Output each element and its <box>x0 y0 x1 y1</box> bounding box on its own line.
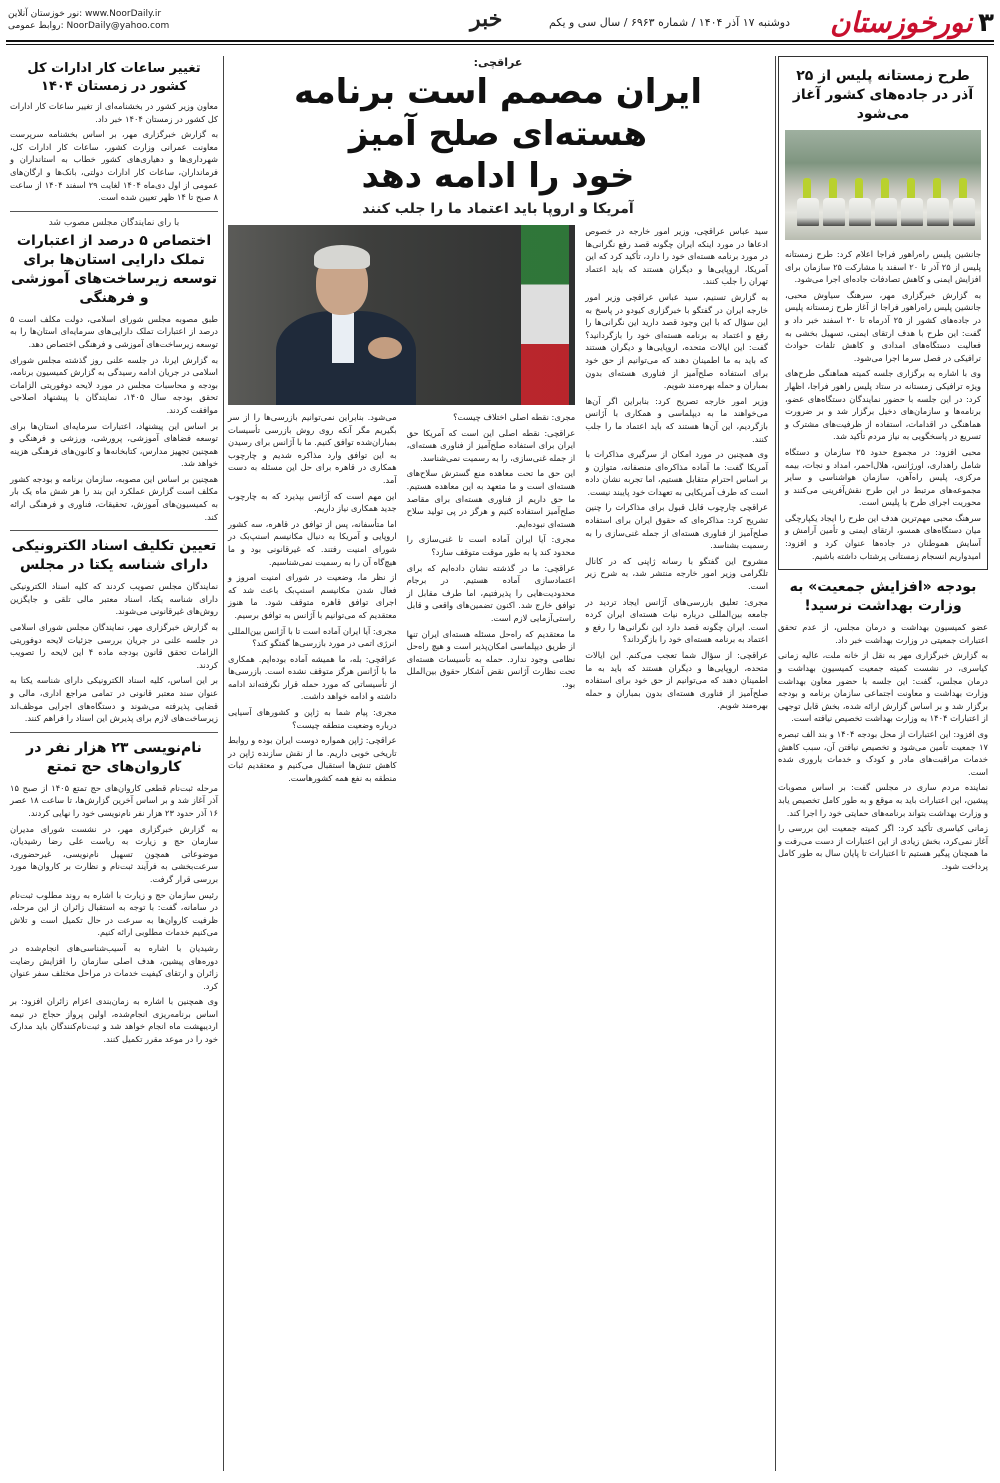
section-title: خبر <box>470 6 503 32</box>
newspaper-logo[interactable]: نورخوزستان <box>830 6 973 39</box>
paragraph: جانشین پلیس راه‌راهور فراجا اعلام کرد: طرح زمستانه پلیس از ۲۵ آذر تا ۲۰ اسفند با مشارکت ۲۵ سازمان برای افزایش ایمنی و کاهش تصادفات جاده‌ای اجرا می‌شود. <box>785 249 981 285</box>
lead-columns <box>228 225 768 788</box>
paragraph: مشروح این گفتگو با رسانه ژاپنی که در کانال تلگرامی وزیر امور خارجه منتشر شد، به شرح زیر است. <box>585 555 768 592</box>
left-column <box>10 56 218 1473</box>
paragraph: سرهنگ محبی مهم‌ترین هدف این طرح را ایجاد یکپارچگی میان دستگاه‌های همسو، ارتقای ایمنی و تأمین آرامش و آسایش هموطنان در جاده‌ها عنوان کرد و افزود: امیدواریم انسجام زمستانی پرشتاب داشته باشیم. <box>785 512 981 561</box>
paragraph: مجری: نقطه اصلی اختلاف چیست؟ <box>453 412 576 422</box>
paragraph: به گزارش خبرگزاری مهر به نقل از خانه ملت، عالیه زمانی کیاسری، در نشست کمیته جمعیت کمیسیون بهداشت و درمان مجلس، گفت: این جلسه با حضور معاون بهداشت وزارت بهداشت و معاونت اجتماعی سازمان برنامه و بودجه برگزار شد و بر اساس گزارش ارائه شده، بخش قابل توجهی از اعتبارات ۱۴۰۴ به وزارت بهداشت تخصیص نیافته است. <box>778 650 988 724</box>
paragraph: سید عباس عراقچی، وزیر امور خارجه در خصوص ادعاها در مورد اینکه ایران چگونه قصد رفع نگرانی‌ها در مورد برنامه هسته‌ای خود را دارد، تأکید کرد که این آمریکا، اروپایی‌ها و دیگران هستند که باید اعتماد تهران را جلب کنند. <box>585 226 768 287</box>
paragraph: عراقچی: ما در گذشته نشان داده‌ایم که برای اعتمادسازی آماده هستیم. در برجام محدودیت‌هایی را پذیرفتیم، اما طرف مقابل از توافق خارج شد. اکنون تضمین‌های واقعی و قابل راستی‌آزمایی لازم است. <box>406 562 576 623</box>
story-title[interactable]: بودجه «افزایش جمعیت» به وزارت بهداشت نرسید! <box>789 579 977 615</box>
paragraph: مجری: پیام شما به ژاپن و کشورهای آسیایی درباره وضعیت منطقه چیست؟ <box>227 707 397 730</box>
paragraph: به گزارش تسنیم، سید عباس عراقچی وزیر امور خارجه ایران در گفتگو با خبرگزاری کیودو در پاسخ به این سؤال که با این وجود قصد دارید این نگرانی‌ها را رفع و اعتماد به برنامه هسته‌ای خود را بازگردانید؟ گفت: این ایالات متحده، اروپایی‌ها و دیگران هستند که باید به ما اطمینان دهند که می‌توانیم از حق خود برای استفاده صلح‌آمیز از فناوری هسته‌ای بدون بمباران و حمله بهره‌مند شویم. <box>585 291 768 391</box>
lead-column-3 <box>228 411 397 788</box>
story-separator <box>10 211 218 212</box>
masthead-rule-thin <box>6 44 994 45</box>
right-column <box>778 56 988 1473</box>
lead-headline-line1[interactable]: ایران مصمم است برنامه هسته‌ای صلح آمیز <box>294 72 702 154</box>
paragraph: از نظر ما، وضعیت در شورای امنیت امروز و فعال شدن مکانیسم اسنپ‌بک باعث شد که اجرای توافق قاهره متوقف شود. ما هنوز معتقدیم که می‌توانیم با آژانس به توافق برسیم. <box>227 572 397 620</box>
paragraph: می‌شود. بنابراین نمی‌توانیم بازرسی‌ها را از سر بگیریم مگر آنکه روی روش بازرسی تأسیسات بمباران‌شده توافق کنیم. ما با آژانس برای رسیدن به این توافق وارد مذاکره شدیم و چارچوب همکاری در قاهره برای حل این مسئله به دست آمد. <box>227 412 397 485</box>
masthead <box>0 0 1000 46</box>
paragraph: رئیس سازمان حج و زیارت با اشاره به روند مطلوب ثبت‌نام در سامانه، گفت: با توجه به استقبال زائران از این مرحله، ظرفیت کاروان‌ها به سرعت در حال تکمیل است و تلاش می‌کنیم خدمات مطلوبی ارائه کنیم. <box>10 889 218 938</box>
paragraph: این حق ما تحت معاهده منع گسترش سلاح‌های هسته‌ای است و ما متعهد به این معاهده هستیم. ما حق داریم از فناوری هسته‌ای برای مقاصد صلح‌آمیز استفاده کنیم و هرگز در پی تولید سلاح هسته‌ای نبوده‌ایم. <box>406 468 576 529</box>
story-separator <box>10 732 218 733</box>
lead-headline-line2[interactable]: خود را ادامه دهد <box>361 156 635 196</box>
paragraph: به گزارش خبرگزاری مهر، سرهنگ سیاوش محبی، جانشین پلیس راه‌راهور فراجا از آغاز طرح زمستانه پلیس در جاده‌های کشور از ۲۵ آذرماه تا ۲۰ اسفند خبر داد و گفت: این طرح با هدف ارتقای ایمنی، تسهیل بخشی به فعالیت دستگاه‌های امدادی و کاهش تلفات حوادث ترافیکی در فصل سرما اجرا می‌شود. <box>785 289 981 363</box>
story-body <box>10 100 218 204</box>
paragraph: وزیر امور خارجه تصریح کرد: بنابراین اگر آن‌ها می‌خواهند ما به دیپلماسی و همکاری با آژانس بازگردیم، این آن‌ها هستند که باید اعتماد ما را جلب کنند. <box>585 395 768 444</box>
paragraph: ما معتقدیم که راه‌حل مسئله هسته‌ای ایران تنها از طریق دیپلماسی امکان‌پذیر است و هیچ راه‌حل نظامی وجود ندارد. حمله به تأسیسات هسته‌ای تحت نظارت آژانس نقض آشکار حقوق بین‌الملل بود. <box>406 628 576 689</box>
lead-column-2 <box>407 411 576 788</box>
minister-photo <box>228 225 575 405</box>
paragraph: عراقچی: نقطه اصلی این است که آمریکا حق ایران برای استفاده صلح‌آمیز از فناوری هسته‌ای، از جمله غنی‌سازی، را به رسمیت نمی‌شناسد. <box>406 427 576 463</box>
paragraph: معاون وزیر کشور در بخشنامه‌ای از تغییر ساعات کار ادارات کل کشور در زمستان ۱۴۰۴ خبر داد. <box>10 101 218 124</box>
paragraph: زمانی کیاسری تأکید کرد: اگر کمیته جمعیت این بررسی را آغاز نمی‌کرد، بخش زیادی از این اعتبارات از دست می‌رفت و ما همچنان پیگیر هستیم تا اعتبارات تا پایان سال به طور کامل پرداخت شود. <box>778 823 988 871</box>
paragraph: عضو کمیسیون بهداشت و درمان مجلس، از عدم تحقق اعتبارات جمعیتی در وزارت بهداشت خبر داد. <box>778 622 988 645</box>
lead-column-1 <box>585 225 768 788</box>
paragraph: وی افزود: این اعتبارات از محل بودجه ۱۴۰۴ و بند الف تبصره ۱۷ جمعیت تأمین می‌شود و تخصیص نیافتن آن، سبب کاهش خدمات مراقبت‌های مادر و کودک و خدمات باروری شده است. <box>778 729 988 777</box>
paragraph: وی همچنین در مورد امکان از سرگیری مذاکرات با آمریکا گفت: ما آماده مذاکره‌ای منصفانه، متوازن و بر اساس احترام متقابل هستیم، اما تجربه نشان داده است که طرف آمریکایی به تعهدات خود پایبند نیست. <box>585 449 768 497</box>
paragraph: طبق مصوبه مجلس شورای اسلامی، دولت مکلف است ۵ درصد از اعتبارات تملک دارایی‌های سرمایه‌ای استان‌ها را به توسعه زیرساخت‌های آموزشی و فرهنگی اختصاص دهد. <box>10 313 218 349</box>
paragraph: مجری: آیا ایران آماده است تا با آژانس بین‌المللی انرژی اتمی در مورد بازرسی‌ها گفتگو کند؟ <box>227 625 397 649</box>
police-cars-photo <box>785 130 981 240</box>
paragraph: اما متأسفانه، پس از توافق در قاهره، سه کشور اروپایی و آمریکا به دنبال مکانیسم اسنپ‌بک در شورای امنیت رفتند. که غیرقانونی بود و ما هیچ‌گاه آن را به رسمیت نمی‌شناسیم. <box>227 518 397 567</box>
story-title[interactable]: طرح زمستانه پلیس از ۲۵ آذر در جاده‌های کشور آغاز می‌شود <box>792 68 974 122</box>
paragraph: همچنین بر اساس این مصوبه، سازمان برنامه و بودجه کشور مکلف است گزارش عملکرد این بند را هر شش ماه یک بار به کمیسیون‌های آموزش، تحقیقات، فناوری و فرهنگی ارائه کند. <box>10 473 218 522</box>
story-kicker: با رای نمایندگان مجلس مصوب شد <box>48 217 180 228</box>
paragraph: رشیدیان با اشاره به آسیب‌شناسی‌های انجام‌شده در دوره‌های پیشین، هدف اصلی سازمان را افزایش رضایت زائران و ارتقای کیفیت خدمات در مراحل مختلف سفر عنوان کرد. <box>10 942 218 991</box>
paragraph: به گزارش خبرگزاری مهر، نمایندگان مجلس شورای اسلامی در جلسه علنی در جریان بررسی جزئیات لایحه دوفوریتی الزامات تحقق قانون بودجه ماده ۴ این لایحه را تصویب کردند. <box>10 622 219 670</box>
police-winter-story <box>778 56 988 570</box>
masthead-rule <box>6 40 994 42</box>
story-title[interactable]: تعیین تکلیف اسناد الکترونیکی دارای شناسه یکتا در مجلس <box>11 538 217 574</box>
contact-website[interactable]: نور خوزستان آنلاین: www.NoorDaily.ir <box>8 9 162 19</box>
paragraph: مجری: آیا ایران آماده است تا غنی‌سازی را محدود کند یا به طور موقت متوقف سازد؟ <box>406 534 576 557</box>
story-separator <box>10 530 218 531</box>
paragraph: مرحله ثبت‌نام قطعی کاروان‌های حج تمتع ۱۴۰۵ از صبح ۱۵ آذر آغاز شد و بر اساس آخرین گزارش‌ها، تا ساعت ۱۸ عصر ۱۶ آذر حدود ۲۳ هزار نفر نام‌نویسی خود را نهایی کردند. <box>10 782 218 818</box>
column-divider <box>223 56 224 1471</box>
story-body <box>10 782 218 1046</box>
lead-column-2-3 <box>228 225 575 788</box>
paragraph: بر اساس این پیشنهاد، اعتبارات سرمایه‌ای استان‌ها برای توسعه فضاهای آموزشی، پرورشی، ورزشی و فرهنگی و همچنین تجهیز مدارس، کتابخانه‌ها و کانون‌های فرهنگی هزینه خواهد شد. <box>10 420 218 469</box>
story-body <box>10 313 218 524</box>
paragraph: به گزارش ایرنا، در جلسه علنی روز گذشته مجلس شورای اسلامی در جریان ادامه رسیدگی به گزارش کمیسیون برنامه، بودجه و محاسبات مجلس در مورد لایحه دوفوریتی الزامات تحقق بودجه سال ۱۴۰۵، نمایندگان با پیشنهاد اصلاحی موافقت کردند. <box>10 354 218 415</box>
paragraph: نماینده مردم ساری در مجلس گفت: بر اساس مصوبات پیشین، این اعتبارات باید به موقع و به طور کامل تخصیص یابد و وزارت بهداشت بتواند برنامه‌های حمایتی خود را اجرا کند. <box>778 782 988 818</box>
brand-block <box>830 6 994 39</box>
paragraph: این مهم است که آژانس بپذیرد که به چارچوب جدید همکاری نیاز داریم. <box>227 490 397 514</box>
contact-email[interactable]: روابط عمومی: NoorDaily@yahoo.com <box>8 21 170 31</box>
story-title[interactable]: نام‌نویسی ۲۳ هزار نفر در کاروان‌های حج تمتع <box>26 739 202 775</box>
paragraph: به گزارش خبرگزاری مهر، در نشست شورای مدیران سازمان حج و زیارت به ریاست علی رضا رشیدیان، موضوعاتی همچون تسهیل نام‌نویسی، غیرحضوری، سرعت‌بخشی به فرآیند ثبت‌نام و نظارت بر کاروان‌ها مورد بررسی قرار گرفت. <box>10 823 218 884</box>
paragraph: عراقچی: ژاپن همواره دوست ایران بوده و روابط تاریخی خوبی داریم. ما از نقش سازنده ژاپن در کاهش تنش‌ها استقبال می‌کنیم و معتقدیم ثبات منطقه به نفع همه کشورهاست. <box>227 735 397 784</box>
paragraph: به گزارش خبرگزاری مهر، بر اساس بخشنامه سرپرست معاونت عمرانی وزارت کشور، ساعات کار ادارات کل، شهرداری‌ها و دهیاری‌های کشور خطاب به استانداران و فرمانداران، ساعات کار ادارات دولتی، بانک‌ها و ارگان‌های عمومی از اول دی‌ماه ۱۴۰۴ لغایت ۲۹ اسفند ۱۴۰۴ از ساعت ۸ صبح تا ۱۴ ظهر تعیین شده است. <box>10 129 218 203</box>
issue-line: دوشنبه ۱۷ آذر ۱۴۰۴ / شماره ۶۹۶۳ / سال سی و یکم <box>549 16 790 29</box>
paragraph: وی با اشاره به برگزاری جلسه کمیته هماهنگی طرح‌های ویژه ترافیکی زمستانه در ستاد پلیس راهور فراجا، اظهار کرد: در این جلسه با حضور نمایندگان دستگاه‌های عضو، برنامه‌ها و سازمان‌های دخیل برگزار شد و بر ضرورت هماهنگی در اقدامات، استفاده از ظرفیت‌های مشترک و تسریع در پاسخگویی به نیاز مردم تأکید شد. <box>785 368 981 442</box>
story-title[interactable]: تغییر ساعات کار ادارات کل کشور در زمستان ۱۴۰۴ <box>27 61 201 94</box>
story-body <box>10 580 218 725</box>
column-divider <box>775 56 776 1471</box>
paragraph: عراقچی: از سؤال شما تعجب می‌کنم. این ایالات متحده، اروپایی‌ها و دیگران هستند که باید به ما اطمینان دهند که می‌توانیم از حق خود برای استفاده صلح‌آمیز از فناوری هسته‌ای بدون بمباران و حمله بهره‌مند شویم. <box>585 650 768 711</box>
story-body <box>778 621 988 872</box>
lead-subtitle: آمریکا و اروپا باید اعتماد ما را جلب کنند <box>362 201 634 217</box>
contact-block <box>8 8 169 32</box>
page-number: ۳ <box>978 7 994 38</box>
story-title[interactable]: اختصاص ۵ درصد از اعتبارات تملک دارایی استان‌ها برای توسعه زیرساخت‌های آموزشی و فرهنگی <box>11 232 217 306</box>
paragraph: بر این اساس، کلیه اسناد الکترونیکی دارای شناسه یکتا به عنوان سند معتبر قانونی در تمامی مراجع اداری، مالی و قضایی پذیرفته می‌شوند و دستگاه‌های اجرایی موظف‌اند زیرساخت‌های لازم برای پذیرش این اسناد را فراهم کنند. <box>10 675 218 724</box>
paragraph: عراقچی چارچوب قابل قبول برای مذاکرات را چنین تشریح کرد: مذاکره‌ای که حقوق ایران برای استفاده صلح‌آمیز از فناوری هسته‌ای از جمله غنی‌سازی را به رسمیت بشناسد. <box>585 502 768 551</box>
lead-story <box>228 56 768 1473</box>
paragraph: عراقچی: بله، ما همیشه آماده بوده‌ایم. همکاری ما با آژانس هرگز متوقف نشده است. بازرسی‌ها از تأسیساتی که مورد حمله قرار نگرفته‌اند ادامه داشته و ادامه خواهد داشت. <box>227 653 397 702</box>
paragraph: محبی افزود: در مجموع حدود ۲۵ سازمان و دستگاه شامل راهداری، اورژانس، هلال‌احمر، امداد و نجات، بیمه مرکزی، پلیس راه‌آهن، سازمان هواشناسی و سایر مجموعه‌های مرتبط در این طرح نقش‌آفرینی می‌کنند و محوریت اجرای طرح با پلیس است. <box>785 446 981 508</box>
paragraph: مجری: تعلیق بازرسی‌های آژانس ایجاد تردید در جامعه بین‌المللی درباره نیات هسته‌ای ایران کرده است. ایران چگونه قصد دارد این نگرانی‌ها را رفع و اعتماد به برنامه هسته‌ای خود را بازگرداند؟ <box>585 596 768 645</box>
lead-kicker: عراقچی: <box>473 56 523 69</box>
paragraph: وی همچنین با اشاره به زمان‌بندی اعزام زائران افزود: بر اساس برنامه‌ریزی انجام‌شده، اولین پرواز حجاج در نیمه اردیبهشت ماه انجام خواهد شد و ثبت‌نام‌کنندگان باید مدارک خود را در موعد مقرر تکمیل کنند. <box>10 996 218 1045</box>
story-body <box>785 248 981 562</box>
paragraph: نمایندگان مجلس تصویب کردند که کلیه اسناد الکترونیکی دارای شناسه یکتا، اسناد معتبر مالی تلقی و جایگزین روش‌های غیرقانونی می‌شوند. <box>10 581 218 617</box>
